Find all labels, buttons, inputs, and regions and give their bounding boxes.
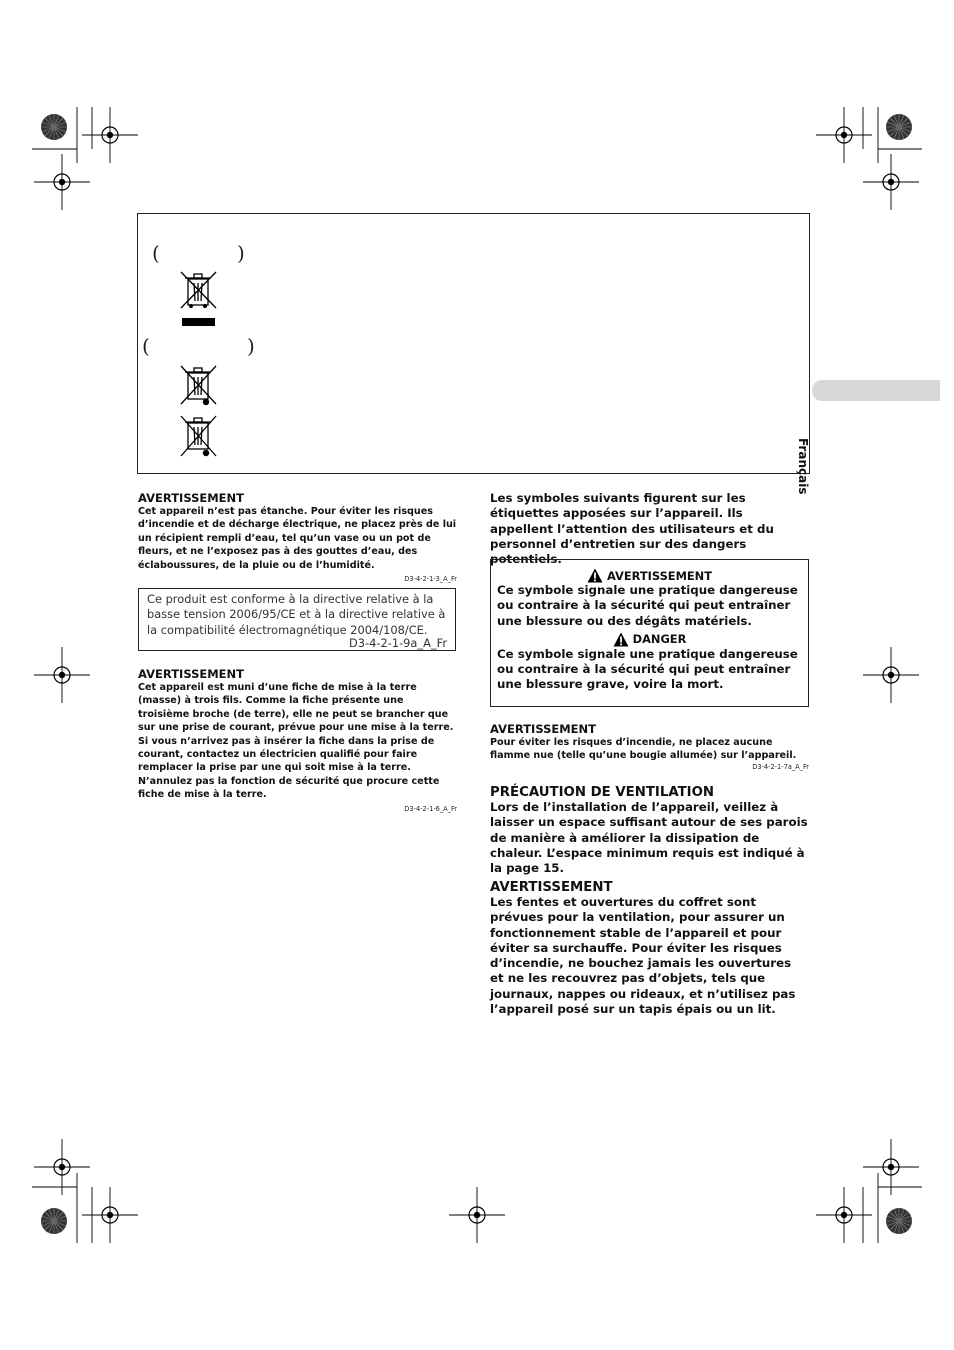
warning-water-section [138, 491, 457, 583]
bracket-close: ) [237, 241, 245, 265]
warning-title: AVERTISSEMENT [490, 722, 597, 736]
warning-triangle-icon [613, 632, 629, 647]
warning-description: Ce symbole signale une pratique dangereuse ou contraire à la sécurité qui peut entraîner une blessure ou des dégâts matériels. [497, 583, 798, 628]
flame-warning-section [490, 722, 809, 771]
bracket-open: ( [142, 334, 150, 358]
ventilation-body: Lors de l’installation de l’appareil, veillez à laisser un espace suffisant autour de ses parois de manière à améliorer la dissipation de chaleur. L’espace minimum requis est indiqué à la page 15. [490, 800, 808, 876]
ventilation-section [490, 785, 808, 876]
reference-code: D3-4-2-1-7a_A_Fr [752, 762, 809, 771]
compliance-text: Ce produit est conforme à la directive relative à la basse tension 2006/95/CE et à la directive relative à la compatibilité électromagnétique 2004/108/CE. [147, 592, 446, 637]
intro-text: Les symboles suivants figurent sur les étiquettes apposées sur l’appareil. Ils appellent l’attention des utilisateurs et du personnel d’entretien sur des dangers potentiels. [490, 491, 774, 567]
danger-description: Ce symbole signale une pratique dangereuse ou contraire à la sécurité qui peut entraîner une blessure grave, voire la mort. [497, 646, 798, 692]
warning-label: AVERTISSEMENT [606, 568, 712, 583]
warning-ground-section [138, 667, 457, 813]
warning-triangle-icon [587, 568, 603, 583]
bracket-close: ) [247, 334, 255, 358]
compliance-box [138, 588, 456, 651]
reference-code: D3-4-2-1-6_A_Fr [404, 804, 457, 813]
warning-title: AVERTISSEMENT [490, 880, 613, 895]
bracket-open: ( [152, 241, 160, 265]
warning-body: Pour éviter les risques d’incendie, ne placez aucune flamme nue (telle qu’une bougie allumée) sur l’appareil. [490, 737, 797, 762]
warning-body: Cet appareil est muni d’une fiche de mise à la terre (masse) à trois fils. Comme la fiche présente une troisième broche (de terre), elle ne peut se brancher que sur une prise de courant, prévue pour une mise à la terre. Si vous n’arrivez pas à insérer la fiche dans la prise de courant, contactez un électricien qualifié pour faire remplacer la prise par une qui soit mise à la terre. N’annulez pas la fonction de sécurité que procure cette fiche de mise à la terre. [138, 682, 454, 801]
reference-code: D3-4-2-1-9a_A_Fr [348, 635, 447, 650]
warning-body: Les fentes et ouvertures du coffret sont prévues pour la ventilation, pour assurer un fonctionnement stable de l’appareil et pour éviter sa surchauffe. Pour éviter les risques d’incendie, ne bouchez jamais les ouvertures et ne les recouvrez pas d’objets, tels que journaux, nappes ou rideaux, et n’utilisez pas l’appareil posé sur un tapis épais ou un lit. [490, 895, 796, 1017]
crossed-bin-icon [178, 270, 220, 328]
language-label: Français [796, 438, 810, 495]
openings-warning-section [490, 880, 808, 1017]
warning-symbol-heading [497, 568, 802, 583]
reference-code: D3-4-2-1-3_A_Fr [404, 575, 457, 584]
crossed-bin-icon [178, 364, 220, 408]
crossed-bin-icon [178, 414, 220, 460]
symbol-legend-box [490, 559, 809, 707]
danger-symbol-heading [497, 632, 802, 647]
symbols-intro [490, 491, 808, 567]
warning-body: Cet appareil n’est pas étanche. Pour éviter les risques d’incendie et de décharge électrique, ne placez près de lui un récipient rempli d’eau, tel qu’un vase ou un pot de fleurs, et ne l’exposez pas à des gouttes d’eau, des éclaboussures, de la pluie ou de l’humidité. [138, 506, 457, 571]
danger-label: DANGER [632, 632, 687, 647]
ventilation-title: PRÉCAUTION DE VENTILATION [490, 785, 715, 800]
warning-title: AVERTISSEMENT [138, 491, 245, 505]
warning-title: AVERTISSEMENT [138, 667, 245, 681]
language-tab [812, 380, 940, 401]
